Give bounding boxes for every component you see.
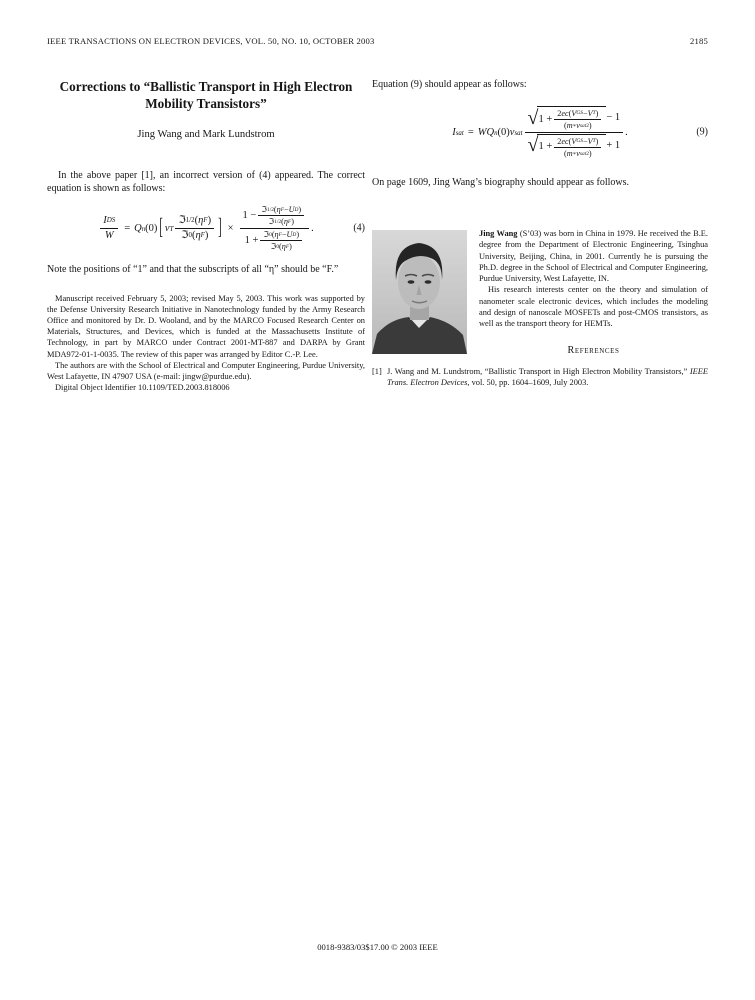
equation-9-body: $I_{sat}$ = $WQ_n(0)v_{sat}$ √ 1 + 2 ec ( V GS − V T ) ( m ∗ v sat 2 ) − 1 √ 1 + 2 ec ( V GS − V T ) ( m ∗ v sat 2 ) + 1 . (452, 106, 628, 158)
radical-sign: √ (527, 106, 539, 129)
left-column (47, 78, 365, 393)
article-title-line2: Mobility Transistors” (145, 96, 267, 111)
biography-intro-paragraph: On page 1609, Jing Wang’s biography should appear as follows. (372, 177, 630, 188)
footnote-doi: Digital Object Identifier 10.1109/TED.2003.818006 (55, 383, 230, 393)
eq9-main-fraction: √ 1 + 2 ec ( V GS − V T ) ( m ∗ v sat 2 ) − 1 √ 1 + 2 ec ( V GS − V T ) ( m ∗ v sat 2 ) + 1 (525, 106, 624, 159)
references-heading: References (567, 344, 620, 356)
article-title (47, 78, 365, 112)
running-head-title: IEEE TRANSACTIONS ON ELECTRON DEVICES, VOL. 50, NO. 10, OCTOBER 2003 (47, 36, 375, 46)
bio-paragraph-1: Jing Wang (S’03) was born in China in 1979. He received the B.E. degree from the Department of Electronic Engineering, Tsinghua University, Beijing, China, in 2001. Currently he is pursuing the Ph.D. degree in the School of Electrical and Computer Engineering, Purdue University, West Lafayette, IN. (479, 229, 708, 284)
article-title-line1: Corrections to “Ballistic Transport in High Electron (59, 79, 353, 94)
intro-paragraph: In the above paper [1], an incorrect version of (4) appeared. The correct equation is shown as follows: (47, 170, 365, 194)
eq4-close-bracket: ] (218, 216, 222, 241)
copyright-footer: 0018-9383/03$17.00 © 2003 IEEE (317, 942, 438, 952)
eq9-sqrt-bottom: √ 1 + 2 ec ( V GS − V T ) ( m ∗ v sat 2 ) (528, 134, 607, 159)
biography-block (372, 228, 708, 330)
reference-1-marker: [1] (372, 366, 382, 376)
right-column (372, 78, 708, 388)
eq4-fermi-ratio: ℑ 1/2 ( η F ) ℑ 0 ( η F ) (175, 215, 214, 242)
page-number: 2185 (690, 36, 708, 46)
eq9-sqrt-top: √ 1 + 2 ec ( V GS − V T ) ( m ∗ v sat 2 ) (528, 106, 607, 131)
equation-4 (47, 205, 365, 252)
reference-item-1: [1] J. Wang and M. Lundstrom, “Ballistic Transport in High Electron Mobility Transistors,” IEEE Trans. Electron Devices, vol. 50, pp. 1604–1609, July 2003. (372, 366, 708, 387)
equation-4-body: I DS W = $Q_n(0)$ [ $v_T$ ℑ 1/2 ( η F ) ℑ 0 ( η F ) ] × 1 − ℑ 1/2 ( η F − U D ) ℑ 1/2 ( η F ) 1 + ℑ 0 ( η F − U D ) ℑ 0 ( η F ) . (98, 205, 314, 252)
eq9-number: (9) (696, 126, 708, 138)
eq4-lhs-fraction: I DS W (100, 215, 118, 242)
bio-name: Jing Wang (479, 229, 518, 238)
note-paragraph: Note the positions of “1” and that the subscripts of all “η” should be “F.” (47, 263, 339, 275)
eq4-number: (4) (353, 222, 365, 234)
footnote-funding: Manuscript received February 5, 2003; revised May 5, 2003. This work was supported by the Defense University Research Initiative in Nanotechnology funded by the Army Research Office and monitored by Dr. D. Wooland, and by the MARCO Focused Research Center on Materials, Structures, and Devices, which is funded at the Massachusetts Institute of Technology, in part by MARCO under Contract 2001-MT-887 and DARPA by Grant MDA972-01-1-0035. The review of this paper was arranged by Editor C.-P. Lee. (47, 293, 365, 359)
footnote-block (47, 293, 365, 394)
radical-sign: √ (527, 134, 539, 157)
bio-paragraph-2: His research interests center on the theory and simulation of nanometer scale electronic devices, which includes the modeling and design of nanoscale MOSFETs and post-CMOS transistors, as well as the transport theory for HEMTs. (479, 285, 708, 329)
footnote-affiliation: The authors are with the School of Electrical and Computer Engineering, Purdue University, West Lafayette, IN 47907 USA (e-mail: jingw@purdue.edu). (47, 360, 365, 382)
eq4-main-fraction: 1 − ℑ 1/2 ( η F − U D ) ℑ 1/2 ( η F ) 1 + ℑ 0 ( η F − U D ) ℑ 0 ( η F ) (240, 205, 310, 252)
jing-wang-portrait-photo (372, 230, 467, 354)
eq9-intro-paragraph: Equation (9) should appear as follows: (372, 79, 527, 90)
running-head (47, 36, 708, 46)
authors: Jing Wang and Mark Lundstrom (137, 129, 275, 140)
equation-9 (372, 101, 708, 163)
eq4-open-bracket: [ (159, 216, 163, 241)
